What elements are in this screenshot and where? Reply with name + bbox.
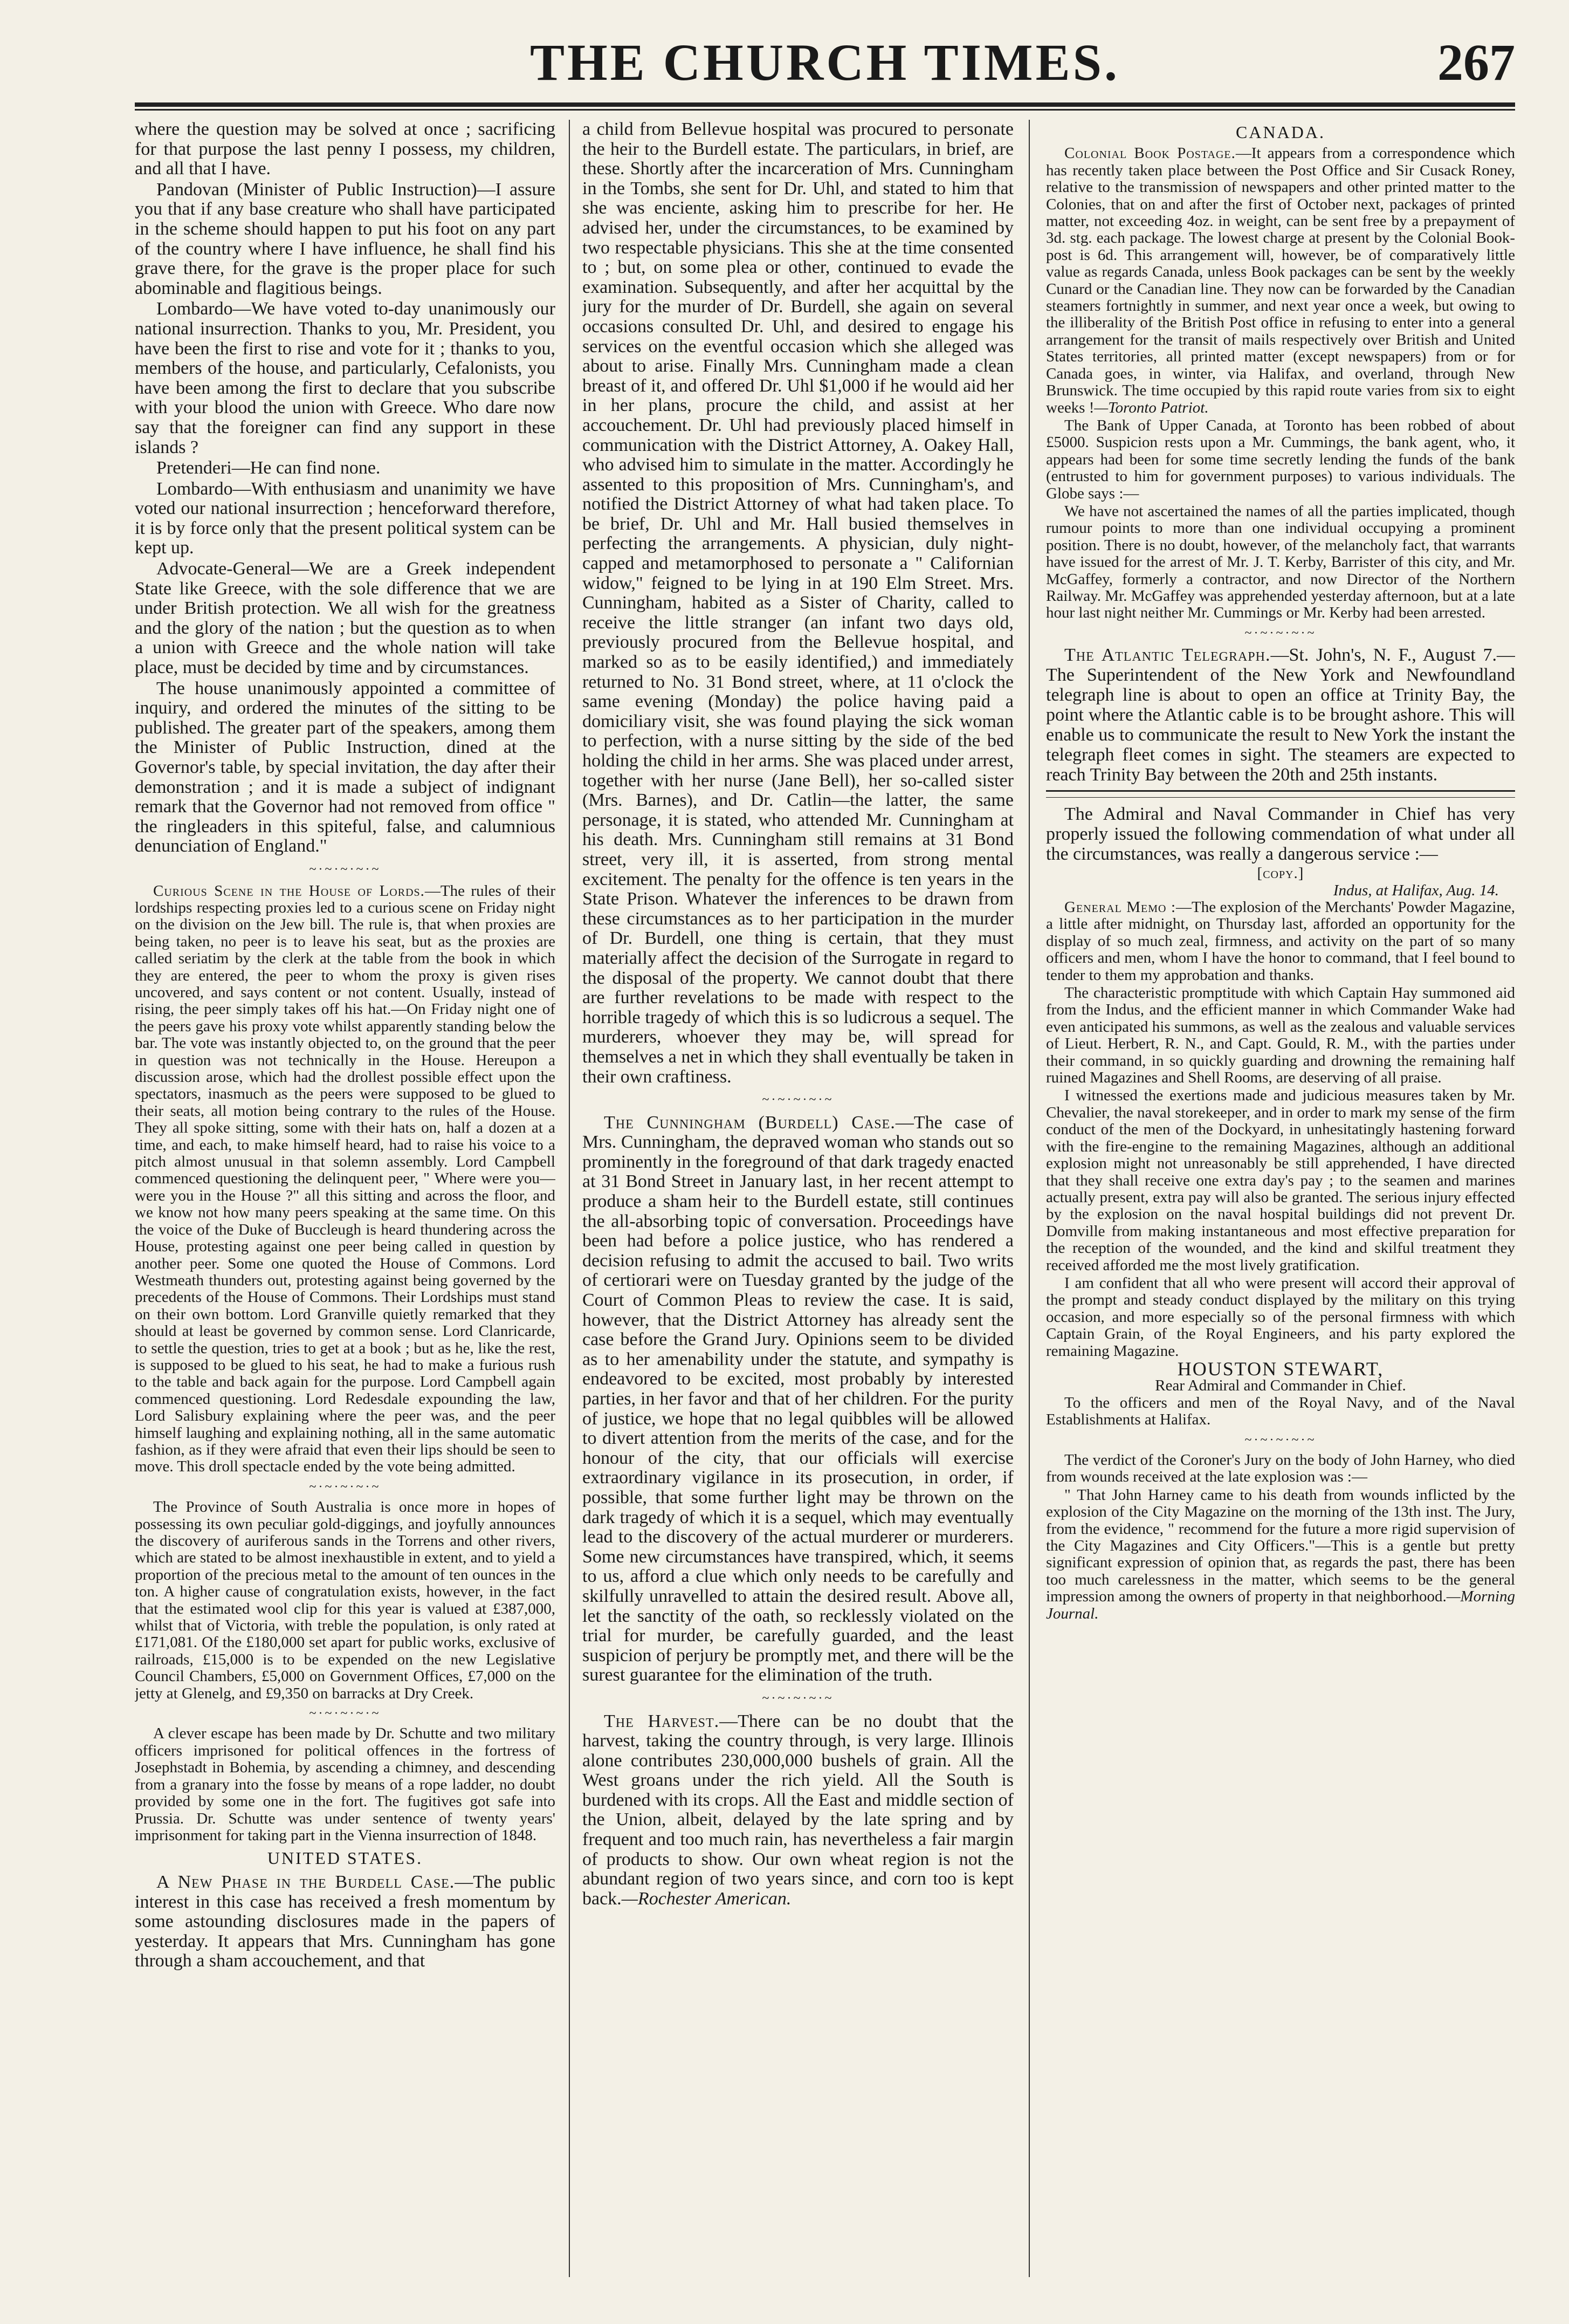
article-body: —The case of Mrs. Cunningham, the depraved woman who stands out so prominently in the foreground of that dark tragedy enacted at 31 Bond Street in January last, in her recent attempt to produce a sham heir to the Burdell estate, still continues the all-absorbing topic of conversation. Proceedings have been had before a police justice, who has rendered a decision refusing to admit the accused to bail. Two writs of certiorari were on Tuesday granted by the judge of the Court of Common Pleas to review the case. It is said, however, that the District Attorney has already sent the case before the Grand Jury. Opinions seem to be divided as to her amenability under the statute, and sympathy is endeavored to be excited, most probably by interested parties, in her favor and that of her children. For the purity of justice, we hope that no legal quibbles will be allowed to divert attention from the merits of the case, and for the honour of the city, that our officials will exercise extraordinary vigilance in its prosecution, in order, if possible, that some further light may be thrown on the dark tragedy of which it is a sequel, which may eventually lead to the discovery of the actual murderer or murderers. Some new circumstances have transpired, which, it seems to us, afford a clue which only needs to be carefully and skilfully unravelled to attain the desired result. Above all, let the sanctity of the oath, so recklessly violated on the trial for murder, be carefully guarded, and the least suspicion of perjury be promptly met, and there will be the surest guarantee for the elimination of the truth. (582, 1112, 1014, 1685)
article-body: —The public interest in this case has received a fresh momentum by some astounding disclosures made in the papers of yesterday. It appears that Mrs. Cunningham has gone through a sham accouchement, and that (135, 1871, 555, 1971)
paragraph: The Admiral and Naval Commander in Chief has very properly issued the following commendation of what under all the circumstances, was really a dangerous service :— (1046, 804, 1515, 865)
article-heading: The Atlantic Telegraph. (1064, 645, 1271, 666)
masthead-rule-thick (135, 102, 1515, 107)
column-right (1046, 120, 1515, 2277)
article-body: —St. John's, N. F., August 7.—The Superintendent of the New York and Newfoundland telegraph line is about to open an office at Trinity Bay, the point where the Atlantic cable is to be brought ashore. This will enable us to communicate the result to New York the instant the telegraph fleet comes in sight. The steamers are expected to reach Trinity Bay between the 20th and 25th instants. (1046, 645, 1515, 785)
masthead (135, 32, 1515, 97)
article-telegraph (1046, 645, 1515, 785)
paragraph: The house unanimously appointed a committee of inquiry, and ordered the minutes of the sitting to be published. The greater part of the speakers, among them the Minister of Public Instruction, dined at the Governor's table, by special invitation, the day after their demonstration ; and it is made a subject of indignant remark that the Governor had not removed from office " the ringleaders in this spiteful, false, and calumnious denunciation of England." (135, 678, 555, 856)
paragraph: The characteristic promptitude with which Captain Hay summoned aid from the Indus, and the efficient manner in which Commander Wake had even anticipated his summons, as well as the zealous and valuable services of Lieut. Herbert, R. N., and Capt. Gould, R. M., with the parties under their command, in so quickly guarding and drowning the remaining half ruined Magazines and Shell Rooms, are deserving of all praise. (1046, 984, 1515, 1087)
rule-thick (1046, 790, 1515, 792)
paragraph: The Bank of Upper Canada, at Toronto has been robbed of about £5000. Suspicion rests upon a Mr. Cummings, the bank agent, who, it appears had been for some time secretly lending the funds of the bank (entrusted to him for government purposes) to various individuals. The Globe says :— (1046, 416, 1515, 502)
rule-thin (1046, 797, 1515, 798)
column-divider (1029, 120, 1030, 2277)
article-source: —Rochester American. (621, 1888, 792, 1909)
newspaper-title: THE CHURCH TIMES. (529, 33, 1120, 91)
paragraph: Advocate-General—We are a Greek independent State like Greece, with the sole difference that we are under British protection. We all wish for the greatness and the glory of the nation ; but the question as to when a union with Greece and the whole nation will take place, must be decided by time and by circumstances. (135, 559, 555, 678)
page-number: 267 (1437, 33, 1515, 91)
paragraph: a child from Bellevue hospital was procured to personate the heir to the Burdell estate. The particulars, in brief, are these. Shortly after the incarceration of Mrs. Cunningham in the Tombs, she sent for Dr. Uhl, and stated to him that she was enciente, asking him to prescribe for her. He advised her, under the circumstances, to be examined by two respectable physicians. This she at the time consented to ; but, on some plea or other, continued to evade the examination. Subsequently, and after her acquittal by the jury for the murder of Dr. Burdell, she again on several occasions consulted Dr. Uhl, and desired to engage his services on the eventful occasion which she alleged was about to arise. Finally Mrs. Cunningham made a clean breast of it, and offered Dr. Uhl $1,000 if he would aid her in her plans, procure the child, and assist at her accouchement. Dr. Uhl had previously placed himself in communication with the District Attorney, A. Oakey Hall, who advised him to simulate in the matter. Accordingly he assented to this proposition of Mrs. Cunningham's, and notified the District Attorney of what had taken place. To be brief, Dr. Uhl and Mr. Hall busied themselves in perfecting the arrangements. A physician, duly night-capped and metamorphosed to personate a " Californian widow," feigned to be lying in at 190 Elm Street. Mrs. Cunningham, habited as a Sister of Charity, called to receive the little stranger (an infant two days old, previously procured from the Bellevue hospital, and marked so as to be easily identified,) and immediately returned to No. 31 Bond street, where, at 11 o'clock the same evening (Monday) the police having paid a domiciliary visit, she was found playing the sick woman to perfection, with a nurse sitting by the side of the bed holding the child in her arms. She was placed under arrest, together with her nurse (Jane Bell), her so-called sister (Mrs. Barnes), and Dr. Catlin—the latter, the same personage, it is stated, who attended Mr. Cunningham at his death. Mrs. Cunningham still remains at 31 Bond street, very ill, it is asserted, from strong mental excitement. The penalty for the offence is ten years in the State Prison. Whatever the inferences to be drawn from these circumstances as to her participation in the murder of Dr. Burdell, one thing is certain, that they must materially affect the decision of the Surrogate in regard to the disposal of the property. We cannot doubt that there are further revelations to be made with respect to the horrible tragedy of which this is so ludicrous a sequel. The murderers, whoever they may be, will spread for themselves a net in which they shall eventually be taken in their own craftiness. (582, 120, 1014, 1087)
article-source: —Toronto Patriot. (1094, 399, 1209, 416)
article-heading: Curious Scene in the House of Lords. (153, 882, 425, 900)
section-heading: CANADA. (1236, 122, 1325, 142)
separator: ~·~·~·~·~ (309, 1479, 381, 1494)
paragraph: The verdict of the Coroner's Jury on the body of John Harney, who died from wounds received at the late explosion was :— (1046, 1451, 1515, 1486)
masthead-rule-thin (135, 109, 1515, 111)
article-curious-scene (135, 883, 555, 1845)
paragraph: I am confident that all who were present will accord their approval of the prompt and steady conduct displayed by the military on this trying occasion, and more especially so of the personal firmness with which Captain Grain, of the Royal Engineers, and his party explored the remaining Magazine. (1046, 1274, 1515, 1360)
signature: HOUSTON STEWART, (1177, 1358, 1384, 1380)
paragraph: A clever escape has been made by Dr. Schutte and two military officers imprisoned for political offences in the fortress of Josephstadt in Bohemia, by ascending a chimney, and descending from a granary into the fosse by means of a rope ladder, no doubt provided by some one in the fort. The fugitives got safe into Prussia. Dr. Schutte was under sentence of twenty years' imprisonment for taking part in the Vienna insurrection of 1848. (135, 1725, 555, 1844)
article-heading: The Cunningham (Burdell) Case. (604, 1112, 896, 1133)
article-body: " That John Harney came to his death from wounds inflicted by the explosion of the City Magazine on the morning of the 13th inst. The Jury, from the evidence, " recommend for the future a more rigid supervision of the City Magazines and City Officers."—This is a gentle but pretty significant expression of opinion that, as regards the past, there has been too much carelessness in the matter, which seems to be the general impression among the owners of property in that neighborhood. (1046, 1486, 1515, 1606)
article-body: —It appears from a correspondence which has recently taken place between the Post Office and Sir Cusack Roney, relative to the transmission of newspapers and other printed matter to the Colonies, that on and after the first of October next, packages of printed matter, not exceeding 4oz. in weight, can be sent free by a prepayment of 3d. stg. each package. The lowest charge at present by the Colonial Book-post is 6d. This arrangement will, however, be of comparatively little value as regards Canada, unless Book packages can be sent by the weekly Cunard or the Canadian line. They now can be forwarded by the Canadian steamers fortnightly in summer, and next year once a week, but owing to the illiberality of the British Post office in refusing to enter into a general arrangement for the transit of mails respectively over British and United States territories, all printed matter (except newspapers) from or for Canada goes, in winter, via Halifax, and overland, through New Brunswick. The time occupied by this rapid route varies from six to eight weeks ! (1046, 145, 1515, 416)
column-divider (569, 120, 570, 2277)
article-heading: A New Phase in the Burdell Case. (156, 1871, 455, 1892)
separator: ~·~·~·~·~ (762, 1691, 834, 1705)
paragraph: To the officers and men of the Royal Navy, and of the Naval Establishments at Halifax. (1046, 1394, 1515, 1429)
signature-title: Rear Admiral and Commander in Chief. (1155, 1377, 1406, 1395)
paragraph: Lombardo—With enthusiasm and unanimity we have voted our national insurrection ; henceforward therefore, it is by force only that the present political system can be kept up. (135, 478, 555, 558)
article-heading: General Memo : (1064, 899, 1176, 916)
paragraph: I witnessed the exertions made and judicious measures taken by Mr. Chevalier, the naval storekeeper, and in order to mark my sense of the firm conduct of the men of the Dockyard, in unhesitatingly hastening forward with the fire-engine to the remaining Magazines, although an additional explosion might not unreasonably be still apprehended, I have directed that they shall receive one extra day's pay ; to the seamen and marines actually present, extra pay will also be granted. The serious injury effected by the explosion on the naval hospital buildings did not prevent Dr. Domville from making instantaneous and most effective preparation for the reception of the wounded, and the kind and skilful treatment they received afforded me the most lively gratification. (1046, 1087, 1515, 1274)
separator: ~·~·~·~·~ (309, 1706, 381, 1721)
article-heading: The Harvest. (604, 1711, 720, 1731)
article-body: —The explosion of the Merchants' Powder Magazine, a little after midnight, on Thursday last, afforded an opportunity for the display of so much zeal, firmness, and activity on the part of so many officers and men, whom I have the honor to command, that I feel bound to tender to them my approbation and thanks. (1046, 899, 1515, 984)
copy-label: [copy.] (1257, 865, 1304, 882)
paragraph: We have not ascertained the names of all the parties implicated, though rumour points to more than one individual occupying a prominent position. There is no doubt, however, of the melancholy fact, that warrants have issued for the arrest of Mr. J. T. Kerby, Barrister of this city, and Mr. McGaffey, formerly a contractor, and now Director of the Northern Railway. Mr. McGaffey was apprehended yesterday afternoon, but at a late hour last night neither Mr. Cummings or Mr. Kerby had been arrested. (1046, 502, 1515, 622)
paragraph: The Province of South Australia is once more in hopes of possessing its own peculiar gold-diggings, and joyfully announces the discovery of auriferous sands in the Torrens and other rivers, which are stated to be almost inexhaustible in extent, and to yield a proportion of the precious metal to the amount of ten ounces in the ton. A higher cause of congratulation exists, however, in the fact that the estimated wool clip for this year is valued at £387,000, whilst that of Victoria, with treble the population, is only rated at £171,081. Of the £180,000 set apart for public works, exclusive of railroads, £15,000 is to be expended on the new Legislative Council Chambers, £5,000 on Government Offices, £7,000 on the jetty at Glenelg, and £9,350 on barracks at Dry Creek. (135, 1498, 555, 1702)
article-source: —Morning Journal. (1046, 1588, 1515, 1622)
separator: ~·~·~·~·~ (1244, 1432, 1317, 1447)
column-middle (582, 120, 1014, 2277)
section-heading: UNITED STATES. (267, 1848, 423, 1868)
paragraph: where the question may be solved at once ; sacrificing for that purpose the last penny I possess, my children, and all that I have. (135, 120, 555, 179)
paragraph: Pandovan (Minister of Public Instruction)—I assure you that if any base creature who shall have participated in the scheme should happen to put his foot on any part of the country where I have influence, he shall find his grave there, for the grave is the proper place for such abominable and flagitious beings. (135, 179, 555, 298)
separator: ~·~·~·~·~ (762, 1093, 834, 1107)
article-body: —There can be no doubt that the harvest, taking the country through, is very large. Illinois alone contributes 230,000,000 bushels of grain. All the West groans under the rich yield. All the South is burdened with its crops. All the East and middle section of the Union, albeit, delayed by the late spring and by frequent and too much rain, has nevertheless a fair margin of products to show. Our own wheat region is not the abundant region of two years since, and corn too is kept back. (582, 1711, 1014, 1909)
column-left (135, 120, 555, 2277)
separator: ~·~·~·~·~ (309, 862, 381, 876)
paragraph: Lombardo—We have voted to-day unanimously our national insurrection. Thanks to you, Mr. President, you have been the first to rise and vote for it ; thanks to you, members of the house, and particularly, Cefalonists, you have been among the first to declare that you subscribe with your blood the union with Greece. Who dare now say that the foreigner can find any support in these islands ? (135, 299, 555, 457)
paragraph: Pretenderi—He can find none. (156, 458, 381, 478)
article-body: —The rules of their lordships respecting proxies led to a curious scene on Friday night on the division on the Jew bill. The rule is, that when proxies are being taken, no peer is to leave his seat, but as the proxies are called seriatim by the clerk at the table from the book in which they are entered, the peer to whom the proxy is given rises uncovered, and says content or not content. Usually, instead of rising, the peer simply takes off his hat.—On Friday night one of the peers gave his proxy vote whilst apparently standing below the bar. The vote was instantly objected to, on the ground that the peer in question was not technically in the House. Hereupon a discussion arose, which had the drollest possible effect upon the spectators, inasmuch as the peers were supposed to be glued to their seats, all motion being contrary to the rules of the House. They all spoke sitting, some with their hats on, half a dozen at a time, and each, to make himself heard, had to raise his voice to a pitch almost unusual in that solemn assembly. Lord Campbell commenced questioning the delinquent peer, " Where were you—were you in the House ?" all this sitting and across the floor, and we know not how many peers speaking at the same time. On this the voice of the Duke of Buccleugh is heard thundering across the House, protesting against one peer being called in question by another peer. Some one quoted the House of Commons. Lord Westmeath thunders out, protesting against being governed by the precedents of the House of Commons. Their Lordships must stand on their own bottom. Lord Granville quietly remarked that they should at least be governed by common sense. Lord Clanricarde, to settle the question, tries to get at a book ; but as he, like the rest, is supposed to be glued to his seat, he had to make a furious rush to the table and back again for the purpose. Lord Campbell again commenced questioning. Lord Redesdale expounding the law, Lord Salisbury explaining where the peer was, and the peer himself laughing and explaining nothing, all in the same automatic fashion, as if they were afraid that even their lips should be seen to move. This droll spectacle ended by the vote being admitted. (135, 882, 555, 1476)
article-heading: Colonial Book Postage. (1064, 145, 1236, 162)
dateline: Indus, at Halifax, Aug. 14. (1333, 881, 1499, 899)
separator: ~·~·~·~·~ (1244, 626, 1317, 640)
